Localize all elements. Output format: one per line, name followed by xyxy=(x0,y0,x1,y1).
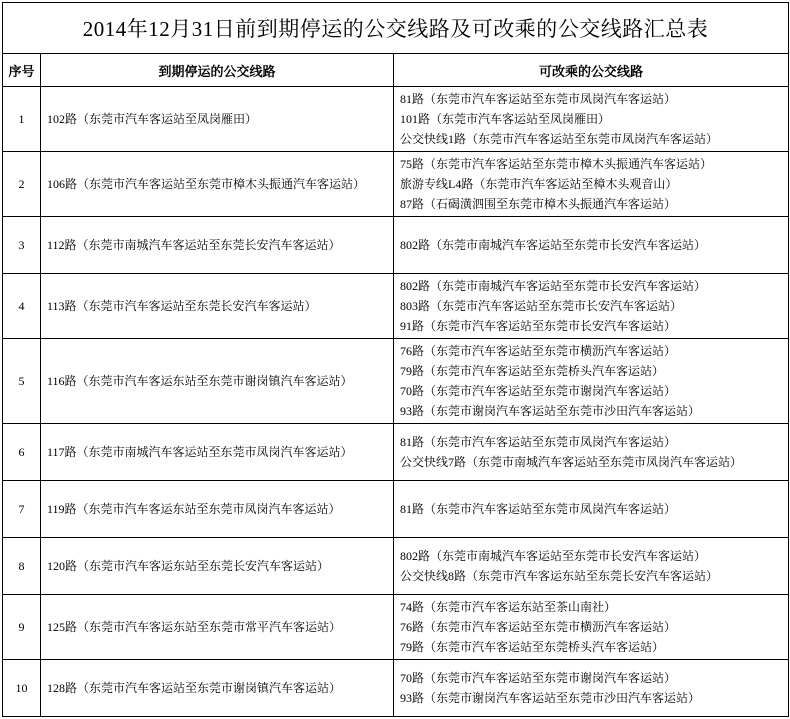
table-row xyxy=(3,424,789,481)
table-row xyxy=(3,87,789,152)
expired-route: 116路（东莞市汽车客运东站至东莞市谢岗镇汽车客运站） xyxy=(41,339,394,424)
alternative-route: 81路（东莞市汽车客运站至东莞市凤岗汽车客运站） xyxy=(400,92,677,106)
alternative-routes-cell xyxy=(394,274,789,339)
alternative-routes-cell xyxy=(394,87,789,152)
row-index: 2 xyxy=(3,152,41,217)
expired-route: 125路（东莞市汽车客运东站至东莞市常平汽车客运站） xyxy=(41,595,394,660)
row-index: 9 xyxy=(3,595,41,660)
alternative-route: 81路（东莞市汽车客运站至东莞市凤岗汽车客运站） xyxy=(400,435,677,449)
alternative-routes-cell xyxy=(394,424,789,481)
alternative-route: 101路（东莞市汽车客运站至凤岗雁田） xyxy=(400,112,611,126)
row-index: 10 xyxy=(3,660,41,717)
column-header-index: 序号 xyxy=(3,54,41,87)
alternative-routes-cell xyxy=(394,339,789,424)
table-row xyxy=(3,660,789,717)
alternative-route: 802路（东莞市南城汽车客运站至东莞市长安汽车客运站） xyxy=(400,238,707,252)
row-index: 8 xyxy=(3,538,41,595)
table-row xyxy=(3,538,789,595)
alternative-route: 75路（东莞市汽车客运站至东莞市樟木头振通汽车客运站） xyxy=(400,157,713,171)
expired-route: 112路（东莞市南城汽车客运站至东莞长安汽车客运站） xyxy=(41,217,394,274)
alternative-route: 79路（东莞市汽车客运站至东莞桥头汽车客运站） xyxy=(400,640,665,654)
table-row xyxy=(3,339,789,424)
expired-route: 119路（东莞市汽车客运东站至东莞市凤岗汽车客运站） xyxy=(41,481,394,538)
table-row xyxy=(3,274,789,339)
column-header-expired-routes: 到期停运的公交线路 xyxy=(41,54,394,87)
expired-route: 102路（东莞市汽车客运站至凤岗雁田） xyxy=(41,87,394,152)
alternative-route: 93路（东莞市谢岗汽车客运站至东莞市沙田汽车客运站） xyxy=(400,691,701,705)
bus-routes-summary-table xyxy=(2,2,789,717)
alternative-routes-cell xyxy=(394,595,789,660)
row-index: 4 xyxy=(3,274,41,339)
alternative-route: 87路（石碣潢泗围至东莞市樟木头振通汽车客运站） xyxy=(400,197,677,211)
alternative-routes-cell xyxy=(394,217,789,274)
table-header-row xyxy=(3,54,789,87)
alternative-route: 公交快线8路（东莞市汽车客运东站至东莞长安汽车客运站） xyxy=(400,569,719,583)
alternative-route: 81路（东莞市汽车客运站至东莞市凤岗汽车客运站） xyxy=(400,502,677,516)
alternative-route: 802路（东莞市南城汽车客运站至东莞市长安汽车客运站） xyxy=(400,549,707,563)
alternative-route: 76路（东莞市汽车客运站至东莞市横沥汽车客运站） xyxy=(400,620,677,634)
alternative-route: 公交快线1路（东莞市汽车客运站至东莞市凤岗汽车客运站） xyxy=(400,132,719,146)
alternative-route: 79路（东莞市汽车客运站至东莞桥头汽车客运站） xyxy=(400,364,665,378)
alternative-route: 公交快线7路（东莞市南城汽车客运站至东莞市凤岗汽车客运站） xyxy=(400,455,743,469)
row-index: 6 xyxy=(3,424,41,481)
title-row xyxy=(3,3,789,54)
alternative-route: 74路（东莞市汽车客运东站至茶山南社） xyxy=(400,600,617,614)
table-row xyxy=(3,152,789,217)
alternative-routes-cell xyxy=(394,152,789,217)
expired-route: 120路（东莞市汽车客运东站至东莞长安汽车客运站） xyxy=(41,538,394,595)
alternative-routes-cell xyxy=(394,538,789,595)
alternative-routes-cell xyxy=(394,481,789,538)
alternative-routes-cell xyxy=(394,660,789,717)
alternative-route: 70路（东莞市汽车客运站至东莞市谢岗汽车客运站） xyxy=(400,384,677,398)
expired-route: 106路（东莞市汽车客运站至东莞市樟木头振通汽车客运站） xyxy=(41,152,394,217)
column-header-alternative-routes: 可改乘的公交线路 xyxy=(394,54,789,87)
alternative-route: 70路（东莞市汽车客运站至东莞市谢岗汽车客运站） xyxy=(400,671,677,685)
alternative-route: 76路（东莞市汽车客运站至东莞市横沥汽车客运站） xyxy=(400,344,677,358)
table-row xyxy=(3,481,789,538)
table-row xyxy=(3,217,789,274)
alternative-route: 803路（东莞市汽车客运站至东莞市长安汽车客运站） xyxy=(400,299,683,313)
alternative-route: 93路（东莞市谢岗汽车客运站至东莞市沙田汽车客运站） xyxy=(400,404,701,418)
alternative-route: 旅游专线L4路（东莞市汽车客运站至樟木头观音山） xyxy=(400,177,678,191)
row-index: 3 xyxy=(3,217,41,274)
row-index: 1 xyxy=(3,87,41,152)
page-title: 2014年12月31日前到期停运的公交线路及可改乘的公交线路汇总表 xyxy=(3,3,789,54)
expired-route: 113路（东莞市汽车客运站至东莞长安汽车客运站） xyxy=(41,274,394,339)
row-index: 7 xyxy=(3,481,41,538)
expired-route: 117路（东莞市南城汽车客运站至东莞市凤岗汽车客运站） xyxy=(41,424,394,481)
alternative-route: 91路（东莞市汽车客运站至东莞市长安汽车客运站） xyxy=(400,319,677,333)
table-row xyxy=(3,595,789,660)
expired-route: 128路（东莞市汽车客运站至东莞市谢岗镇汽车客运站） xyxy=(41,660,394,717)
row-index: 5 xyxy=(3,339,41,424)
alternative-route: 802路（东莞市南城汽车客运站至东莞市长安汽车客运站） xyxy=(400,279,707,293)
